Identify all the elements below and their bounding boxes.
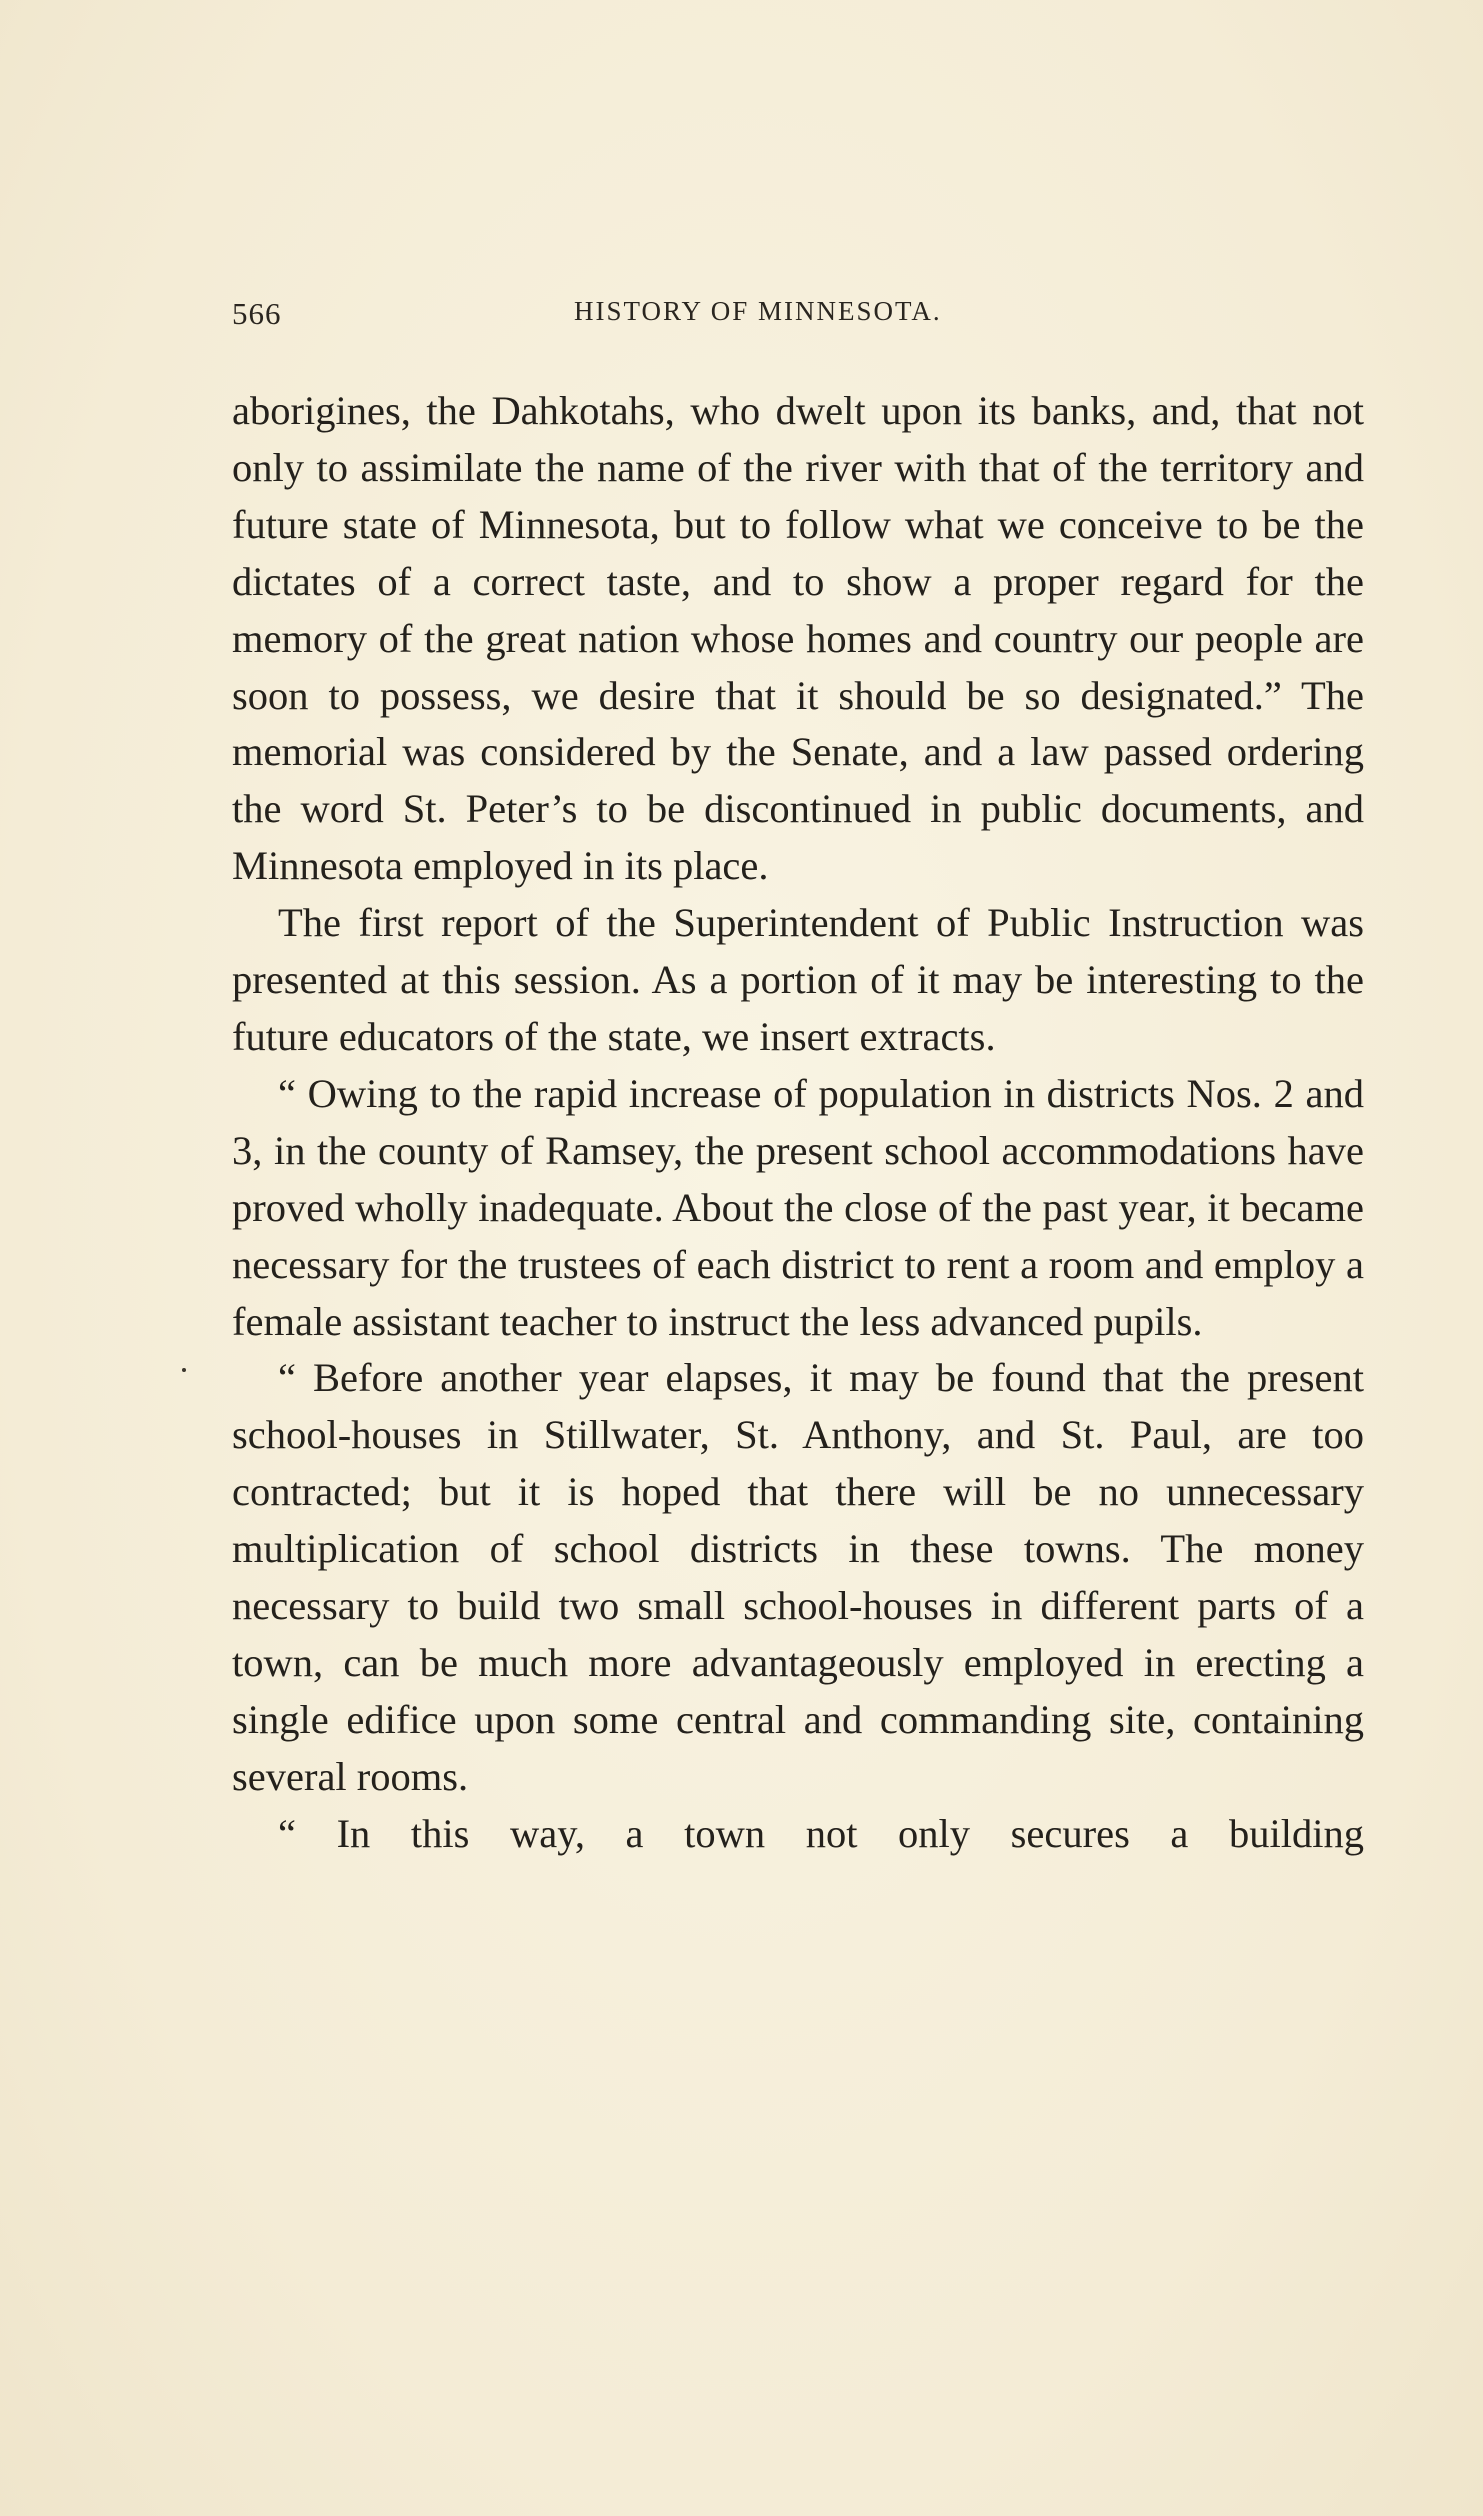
paragraph-superintendent-report: The first report of the Superintendent of Public Instruction was presented at this session. As a portion of it may be interesting to the future educators of the state, we insert extracts. — [232, 900, 1364, 1059]
paragraph-population-increase: “ Owing to the rapid increase of population in districts Nos. 2 and 3, in the county of Ramsey, the present school accommodations have proved wholly inadequate. About the close of the past year, it became necessary for the trustees of each district to rent a room and employ a female assistant teacher to instruct the less advanced pupils. — [232, 1070, 1364, 1344]
running-title: HISTORY OF MINNESOTA. — [574, 296, 942, 326]
body-text — [232, 383, 1364, 1863]
margin-dot-mark — [182, 1368, 186, 1372]
paragraph-town-building: “ In this way, a town not only secures a building — [278, 1810, 1364, 1856]
paragraph-memorial: aborigines, the Dahkotahs, who dwelt upon its banks, and, that not only to assimilate the name of the river with that of the territory and future state of Minnesota, but to follow what we conceive to be the dictates of a correct taste, and to show a proper regard for the memory of the great nation whose homes and country our people are soon to possess, we desire that it should be so designated.” The memorial was considered by the Senate, and a law passed ordering the word St. Peter’s to be discontinued in public documents, and Minnesota employed in its place. — [232, 388, 1364, 889]
page-number: 566 — [232, 296, 282, 331]
paragraph-school-houses: “ Before another year elapses, it may be found that the present school-houses in Stillwater, St. Anthony, and St. Paul, are too contracted; but it is hoped that there will be no unnecessary multiplication of school districts in these towns. The money necessary to build two small school-houses in different parts of a town, can be much more advantageously employed in erecting a single edifice upon some central and commanding site, containing several rooms. — [232, 1355, 1364, 1799]
page-header — [232, 296, 1364, 336]
